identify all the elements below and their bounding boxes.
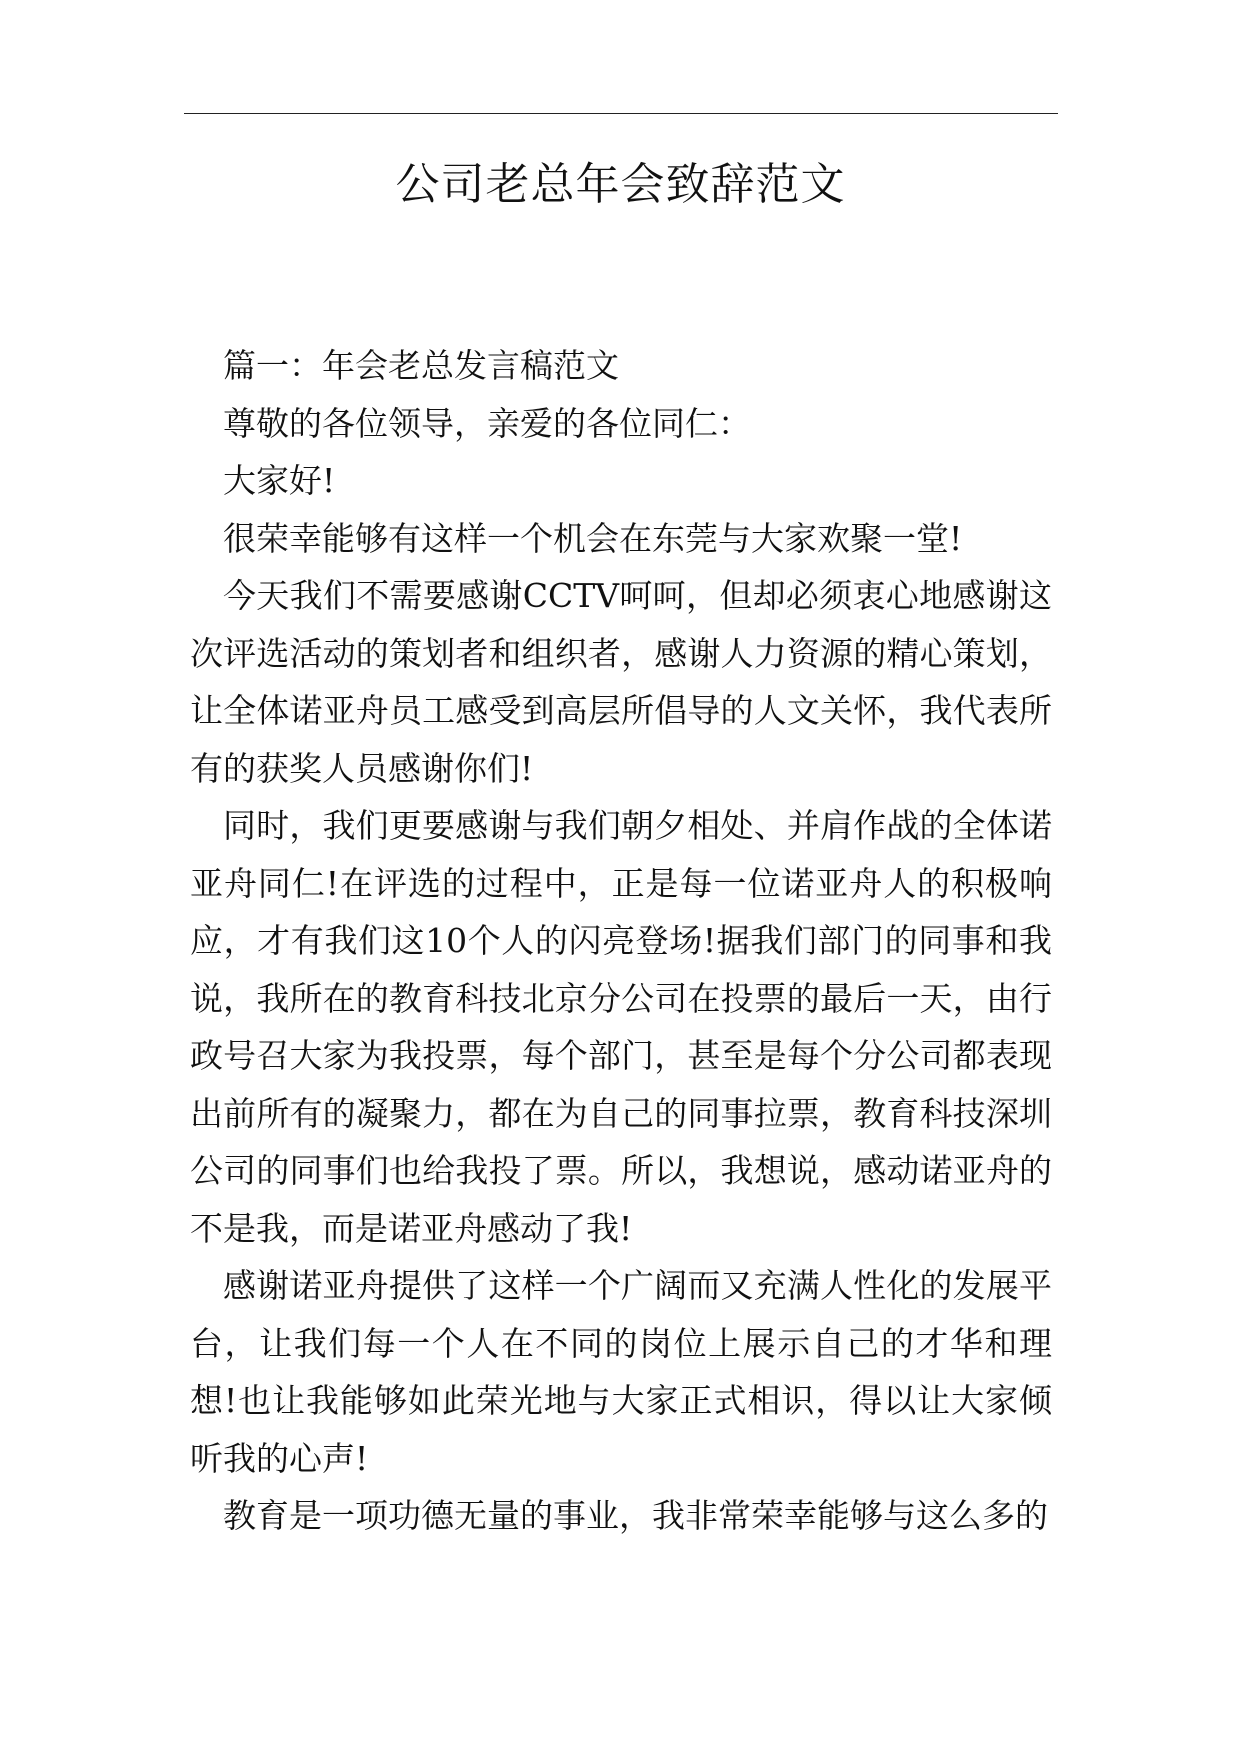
paragraph: 教育是一项功德无量的事业，我非常荣幸能够与这么多的 <box>223 1496 1048 1535</box>
paragraph-greeting: 大家好! <box>223 461 336 500</box>
paragraph-salutation: 尊敬的各位领导，亲爱的各位同仁： <box>223 403 751 443</box>
paragraph: 很荣幸能够有这样一个机会在东莞与大家欢聚一堂! <box>223 518 963 558</box>
paragraph: 感谢诺亚舟提供了这样一个广阔而又充满人性化的发展平台，让我们每一个人在不同的岗位上展示自己的才华和理想!也让我能够如此荣光地与大家正式相识，得以让大家倾听我的心声! <box>190 1266 1052 1478</box>
paragraph: 同时，我们更要感谢与我们朝夕相处、并肩作战的全体诺亚舟同仁!在评选的过程中，正是每一位诺亚舟人的积极响应，才有我们这10个人的闪亮登场!据我们部门的同事和我说，我所在的教育科技北京分公司在投票的最后一天，由行政号召大家为我投票，每个部门，甚至是每个分公司都表现出前所有的凝聚力，都在为自己的同事拉票，教育科技深圳公司的同事们也给我投了票。所以，我想说，感动诺亚舟的不是我，而是诺亚舟感动了我! <box>190 806 1052 1248</box>
document-body <box>190 337 1052 1545</box>
header-rule <box>184 113 1058 114</box>
paragraph-section-heading: 篇一：年会老总发言稿范文 <box>223 346 619 385</box>
paragraph: 今天我们不需要感谢CCTV呵呵，但却必须衷心地感谢这次评选活动的策划者和组织者，感谢人力资源的精心策划，让全体诺亚舟员工感受到高层所倡导的人文关怀，我代表所有的获奖人员感谢你们! <box>190 576 1052 788</box>
document-title: 公司老总年会致辞范文 <box>395 159 846 210</box>
